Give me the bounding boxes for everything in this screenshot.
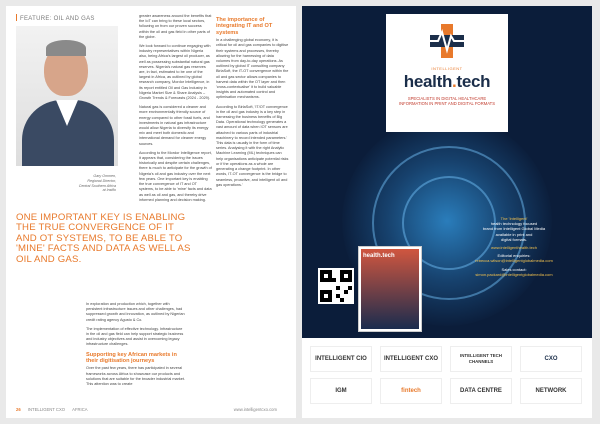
subheading: Supporting key African markets in their digitisation journeys [86, 351, 177, 365]
editorial-email[interactable]: rebecca.wilson@intelligentglobalmedia.com [475, 258, 553, 264]
magazine-cover [358, 246, 422, 332]
health-tech-logo-card [386, 14, 508, 132]
right-page-advert [302, 6, 592, 418]
advert-info: The 'Intelligent' health technology focused brand from Intelligent Global Media available in print and digital formats. www.intelligenthealth.tech Editorial enquiries: rebecca.wilson@intelligentglobalmedia.com Sales contact: simon.packard@intelligentglobalmedia.com [454, 216, 574, 280]
paragraph: greater awareness around the benefits that the IoT can bring to these local sectors, following on from our proven success within the oil and gas field in other parts of the globe. [139, 14, 212, 39]
paragraph: The implementation of effective technology. Infrastructure in the oil and gas field can help support strategic business and industry objectives and assist in overcoming legacy infrastructure challenges. [86, 326, 184, 347]
brand-logo: fintech [380, 378, 442, 404]
section-tag: FEATURE: OIL AND GAS [16, 14, 95, 22]
logo-tagline: SPECIALISTS IN DIGITAL HEALTHCARE INFORMATION IN PRINT AND DIGITAL FORMATS [398, 96, 496, 107]
brand-logo: DATA CENTRE [450, 378, 512, 404]
left-page [6, 6, 296, 418]
issue-suffix: AFRICA [72, 407, 88, 412]
brand-logo: IGM [310, 378, 372, 404]
paragraph: We look forward to continue engaging with industry representatives within Nigeria also, being Africa's largest oil producer, as well as possessing substantial natural gas reserves. Nigeria's natural gas reserves are, in fact, estimated to be one of the largest in Africa, as outlined by global research company, Mordor Intelligence, in its report entitled Oil and Gas Industry in Nigeria Market Size & Share Analysis – Growth Trends & Forecasts (2024 - 2029). [139, 44, 211, 101]
paragraph: Over the past few years, there has participated in several frameworks across Africa to showcase our products and solutions that are suitable for the broader industrial market. This attention was to create [86, 366, 185, 387]
info-url[interactable]: www.intelligenthealth.tech [490, 245, 538, 251]
brand-logo: INTELLIGENT CXO [380, 346, 442, 372]
paragraph: In exploration and production which, together with persistent infrastructure issues and other challenges, had suppressed growth and innovation, as outlined by Nigerian credit rating agency Agusto & Co. [86, 302, 185, 322]
sales-label: Sales contact: [501, 266, 527, 272]
brand-logo: NETWORK [520, 378, 582, 404]
paragraph: In a challenging global economy, it is critical for oil and gas companies to digitise their systems and processes, thereby allowing for the harnessing of data volumes from day-to-day operations. As outlined by global IT consulting company BirlaSoft, the IT-OT convergence within the oil and gas sector allows companies to harvest data within the OT layer and then 'cross-contextualise' it to build valuable insights and automated control and optimisation mechanisms. [216, 38, 289, 100]
logo-wordmark: health.tech [403, 72, 491, 91]
sales-email[interactable]: simon.packard@intelligentglobalmedia.com [475, 271, 553, 277]
brand-logo: INTELLIGENT TECH CHANNELS [450, 346, 512, 372]
paragraph: According to the Mordor Intelligence report, it appears that, considering the issues historically and despite certain challenges, there is much to anticipate for the growth of Nigeria's oil and gas industry over the next few years. One important key is enabling the true convergence of IT and OT systems, to be able to 'mine' facts and data as well as oil and gas, and thereby drive informed planning and decision making. [139, 150, 212, 202]
brand-logo: CXO [520, 346, 582, 372]
page-number: 26 [16, 407, 21, 412]
column-c [216, 14, 289, 192]
portrait-photo [16, 26, 118, 166]
magazine-title: health.tech [363, 253, 395, 259]
subheading: The importance of integrating IT and OT systems [216, 17, 273, 36]
column-b [139, 14, 212, 207]
page-footer [16, 407, 291, 412]
editorial-label: Editorial enquiries: [497, 253, 531, 259]
info-title: The 'Intelligent' [500, 216, 528, 221]
qr-code[interactable] [318, 268, 354, 304]
paragraph: Natural gas is considered a cleaner and more environmentally friendly source of energy compared to other fossil fuels, and investments in natural gas infrastructure would allow Nigeria to diversify its energy mix and meet both domestic and international demand for cleaner energy sources. [139, 105, 210, 146]
brand-logo-strip [302, 338, 592, 418]
footer-url[interactable]: www.intelligentcxo.com [233, 407, 277, 412]
pull-quote: ONE IMPORTANT KEY IS ENABLING THE TRUE CONVERGENCE OF IT AND OT SYSTEMS, TO BE ABLE TO 'MINE' FACTS AND DATA AS WELL AS OIL AND GAS. [16, 212, 191, 265]
logo-small-text: INTELLIGENT [431, 66, 463, 71]
brand-logo: INTELLIGENT CIO [310, 346, 372, 372]
paragraph: According to BirlaSoft, 'IT/OT convergence in the oil and gas industry is a key step in harnessing the business benefits of Big Data. Operational technology generates a vast amount of data when IOT sensors are attached to various parts of industrial machinery to record intended parameters.' This data is usually in the form of time series. Analysing it with the right Analytic Machine Learning (ML) techniques can help organisations anticipate potential risks or if the operations as a whole are generating a change footprint. In other words, IT-OT convergence is the bridge to seamless, proactive, and intelligent oil and gas operations.' [216, 104, 289, 187]
issue-brand: INTELLIGENT CXO [27, 407, 65, 412]
column-a [86, 302, 186, 391]
health-cross-icon [428, 22, 466, 60]
photo-caption: Gary Ommen, Regional Director, Central Southern Africa at Insiflo [78, 174, 116, 193]
